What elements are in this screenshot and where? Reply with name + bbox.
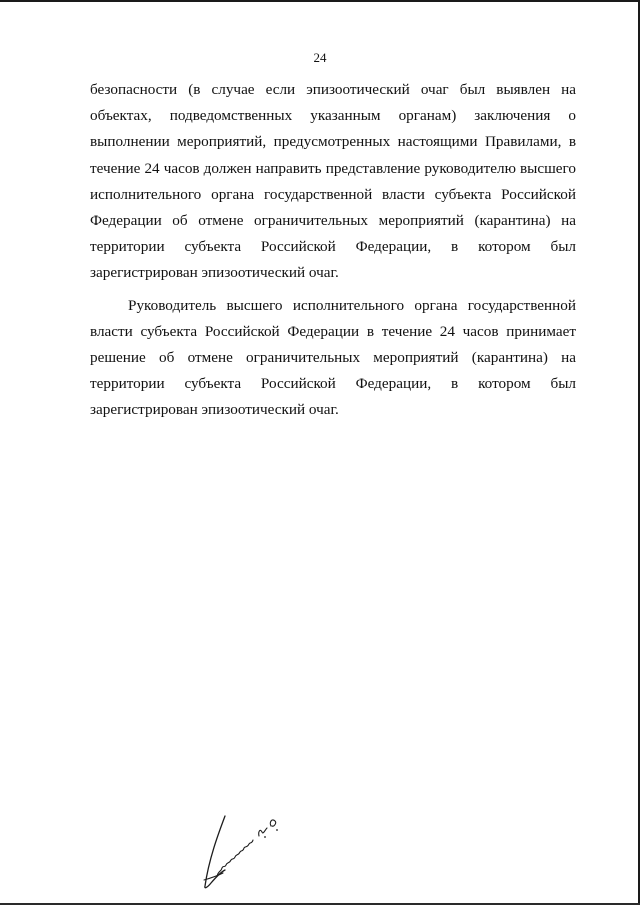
- document-body: [90, 77, 576, 424]
- paragraph-continued: безопасности (в случае если эпизоотический очаг был выявлен на объектах, подведомственных указанным органам) заключения о выполнении мероприятий, предусмотренных настоящими Правилами, в течение 24 часов должен направить представление руководителю высшего исполнительного органа государственной власти субъекта Российской Федерации об отмене ограничительных мероприятий (карантина) на территории субъекта Российской Федерации, в котором был зарегистрирован эпизоотический очаг.: [90, 81, 576, 282]
- paragraph-decision: Руководитель высшего исполнительного органа государственной власти субъекта Российской Федерации в течение 24 часов принимает решение об отмене ограничительных мероприятий (карантина) на территории субъекта Российской Федерации, в котором был зарегистрирован эпизоотический очаг.: [90, 296, 576, 419]
- page-number: 24: [313, 50, 327, 65]
- handwritten-signature: [195, 810, 290, 890]
- page-top-edge: [0, 0, 640, 2]
- signature-strokes: [195, 810, 290, 890]
